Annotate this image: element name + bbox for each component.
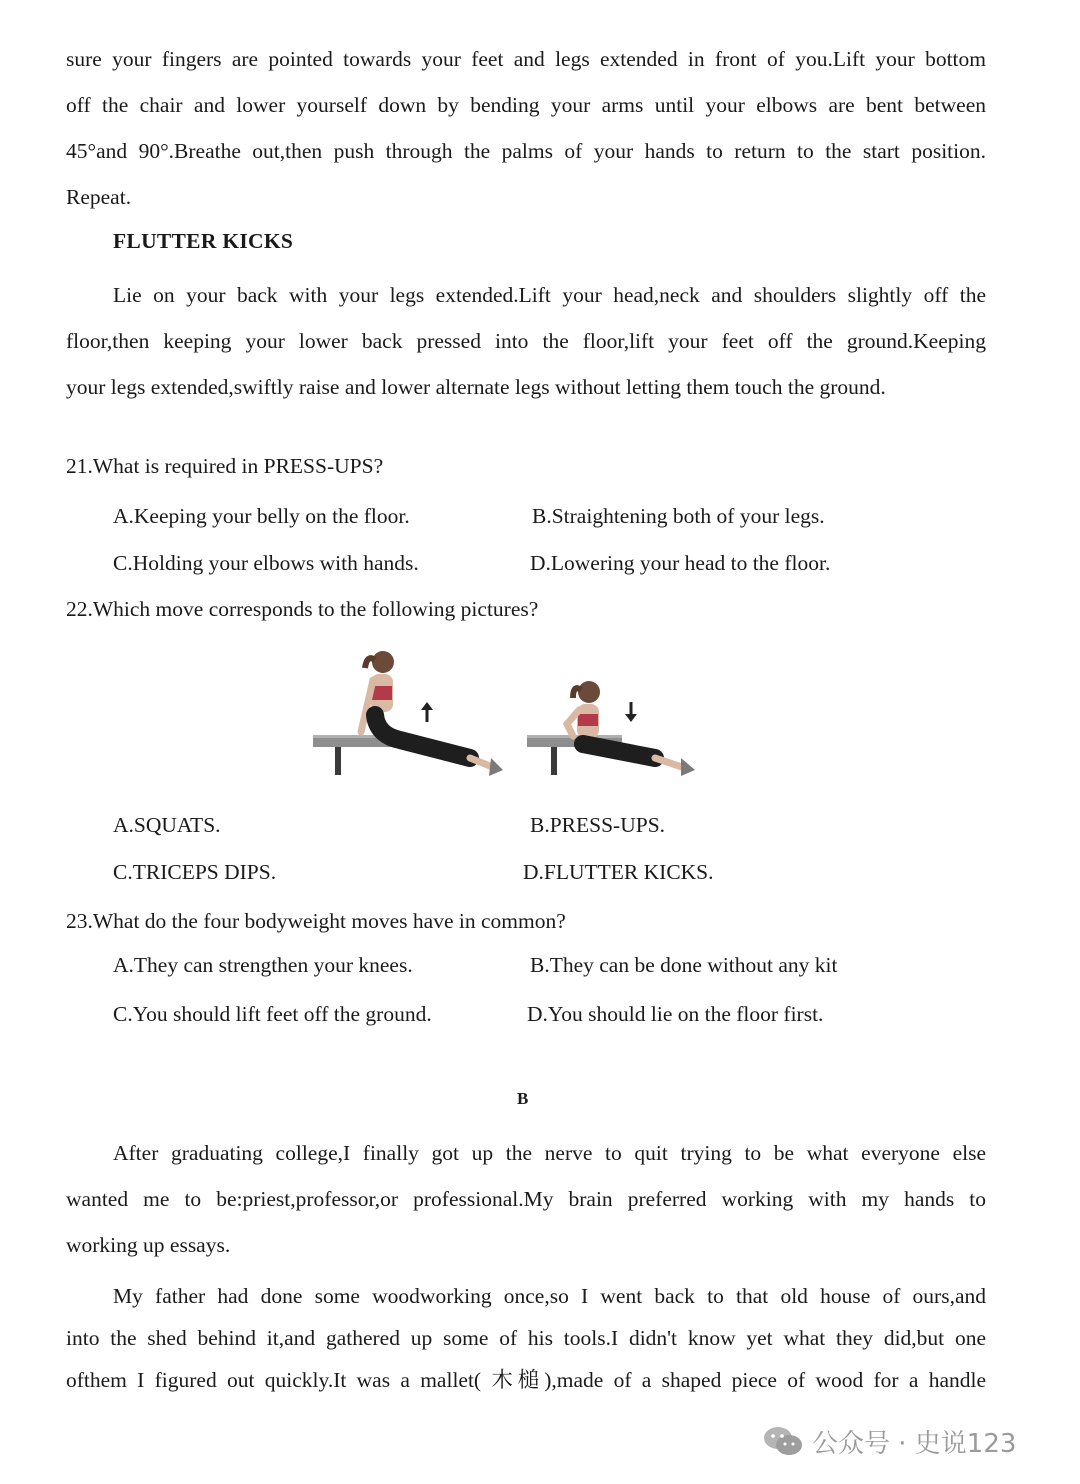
question-22: 22.Which move corresponds to the following pictures? xyxy=(66,597,539,621)
section-heading-flutter-kicks: FLUTTER KICKS xyxy=(113,229,294,253)
option-23-a: A.They can strengthen your knees. xyxy=(113,953,413,977)
dip-up-figure xyxy=(313,651,503,776)
option-23-d: D.You should lie on the floor first. xyxy=(527,1002,824,1026)
text-line: 45°and 90°.Breathe out,then push through the palms of your hands to return to the start position. xyxy=(66,139,986,163)
option-23-c: C.You should lift feet off the ground. xyxy=(113,1002,432,1026)
option-22-b: B.PRESS-UPS. xyxy=(530,813,666,837)
text-line: off the chair and lower yourself down by bending your arms until your elbows are bent between xyxy=(66,93,986,117)
text-line: working up essays. xyxy=(66,1233,231,1257)
text-line: into the shed behind it,and gathered up some of his tools.I didn't know yet what they did,but one xyxy=(66,1326,986,1350)
option-22-d: D.FLUTTER KICKS. xyxy=(523,860,714,884)
option-22-c: C.TRICEPS DIPS. xyxy=(113,860,277,884)
text-line: My father had done some woodworking once,so I went back to that old house of ours,and xyxy=(113,1284,986,1308)
option-21-a: A.Keeping your belly on the floor. xyxy=(113,504,410,528)
dip-down-figure xyxy=(527,681,695,776)
text-line: After graduating college,I finally got up the nerve to quit trying to be what everyone else xyxy=(113,1141,986,1165)
wechat-icon xyxy=(762,1424,804,1458)
text-line: Lie on your back with your legs extended.Lift your head,neck and shoulders slightly off the xyxy=(113,283,986,307)
watermark xyxy=(762,1421,1016,1461)
question-23: 23.What do the four bodyweight moves have in common? xyxy=(66,909,566,933)
triceps-dips-illustration xyxy=(305,640,715,785)
text-line: your legs extended,swiftly raise and lower alternate legs without letting them touch the ground. xyxy=(66,375,886,399)
question-21: 21.What is required in PRESS-UPS? xyxy=(66,454,384,478)
watermark-text: 公众号 · 史说123 xyxy=(812,1428,1017,1459)
text-line: sure your fingers are pointed towards your feet and legs extended in front of you.Lift your bottom xyxy=(66,47,986,71)
section-label-b: B xyxy=(517,1089,529,1108)
text-line: ofthem I figured out quickly.It was a mallet( 木槌),made of a shaped piece of wood for a handle xyxy=(66,1368,986,1392)
text-line: floor,then keeping your lower back pressed into the floor,lift your feet off the ground.Keeping xyxy=(66,329,986,353)
text-line: wanted me to be:priest,professor,or professional.My brain preferred working with my hands to xyxy=(66,1187,986,1211)
option-21-c: C.Holding your elbows with hands. xyxy=(113,551,419,575)
option-21-b: B.Straightening both of your legs. xyxy=(532,504,825,528)
text-line: Repeat. xyxy=(66,185,132,209)
option-23-b: B.They can be done without any kit xyxy=(530,953,838,977)
option-21-d: D.Lowering your head to the floor. xyxy=(530,551,831,575)
option-22-a: A.SQUATS. xyxy=(113,813,221,837)
